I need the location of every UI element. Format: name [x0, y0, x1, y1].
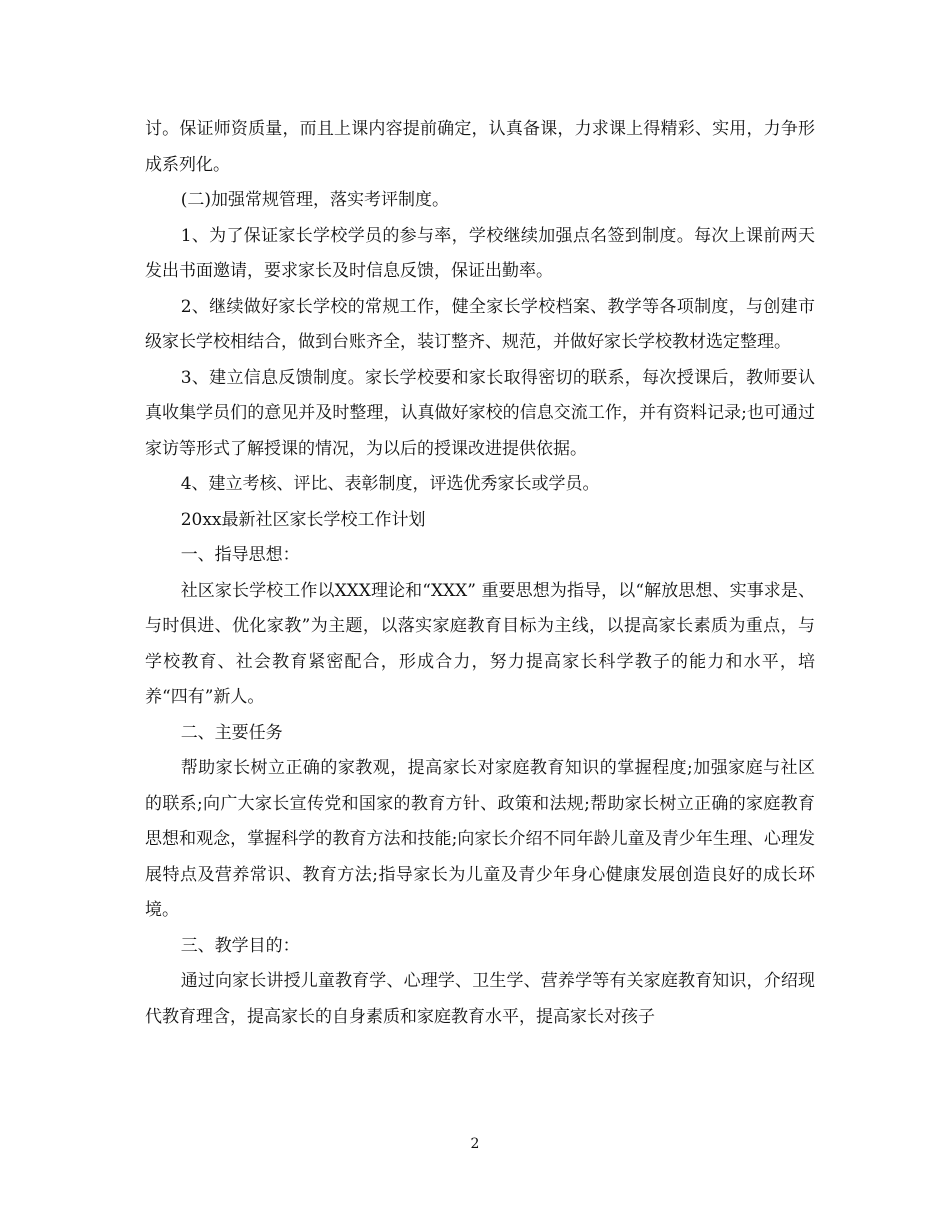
paragraph-main-tasks: 帮助家长树立正确的家教观，提高家长对家庭教育知识的掌握程度;加强家庭与社区的联系;向广大家长宣传党和国家的教育方针、政策和法规;帮助家长树立正确的家庭教育思想和观念，掌握科学的教育方法和技能;向家长介绍不同年龄儿童及青少年生理、心理发展特点及营养常识、教育方法;指导家长为儿童及青少年身心健康发展创造良好的成长环境。 — [145, 758, 815, 920]
page-number: 2 — [470, 1136, 480, 1152]
heading-main-tasks: 二、主要任务 — [180, 722, 283, 743]
paragraph-teaching-purpose: 通过向家长讲授儿童教育学、心理学、卫生学、营养学等有关家庭教育知识，介绍现代教育理含，提高家长的自身素质和家庭教育水平，提高家长对孩子 — [145, 971, 815, 1027]
paragraph-6: 4、建立考核、评比、表彰制度，评选优秀家长或学员。 — [180, 474, 600, 494]
heading-guiding-ideology: 一、指导思想： — [180, 545, 300, 565]
paragraph-3: 1、为了保证家长学校学员的参与率，学校继续加强点名签到制度。每次上课前两天发出书面邀请，要求家长及时信息反馈，保证出勤率。 — [145, 225, 815, 281]
paragraph-1: 讨。保证师资质量，而且上课内容提前确定，认真备课，力求课上得精彩、实用，力争形成系列化。 — [145, 119, 815, 175]
paragraph-4: 2、继续做好家长学校的常规工作，健全家长学校档案、教学等各项制度，与创建市级家长学校相结合，做到台账齐全，装订整齐、规范，并做好家长学校教材选定整理。 — [145, 296, 815, 352]
heading-teaching-purpose: 三、教学目的： — [180, 935, 300, 956]
paragraph-5: 3、建立信息反馈制度。家长学校要和家长取得密切的联系，每次授课后，教师要认真收集学员们的意见并及时整理，认真做好家校的信息交流工作，并有资料记录;也可通过家访等形式了解授课的情况，为以后的授课改进提供依据。 — [145, 367, 815, 459]
document-body — [145, 112, 815, 1035]
paragraph-guiding-ideology: 社区家长学校工作以XXX理论和“XXX” 重要思想为指导，以“解放思想、实事求是、与时俱进、优化家教”为主题，以落实家庭教育目标为主线，以提高家长素质为重点，与学校教育、社会教育紧密配合，形成合力，努力提高家长科学教子的能力和水平，培养“四有”新人。 — [145, 580, 815, 707]
paragraph-2: (二)加强常规管理，落实考评制度。 — [180, 190, 449, 210]
section-title: 20xx最新社区家长学校工作计划 — [180, 509, 426, 530]
